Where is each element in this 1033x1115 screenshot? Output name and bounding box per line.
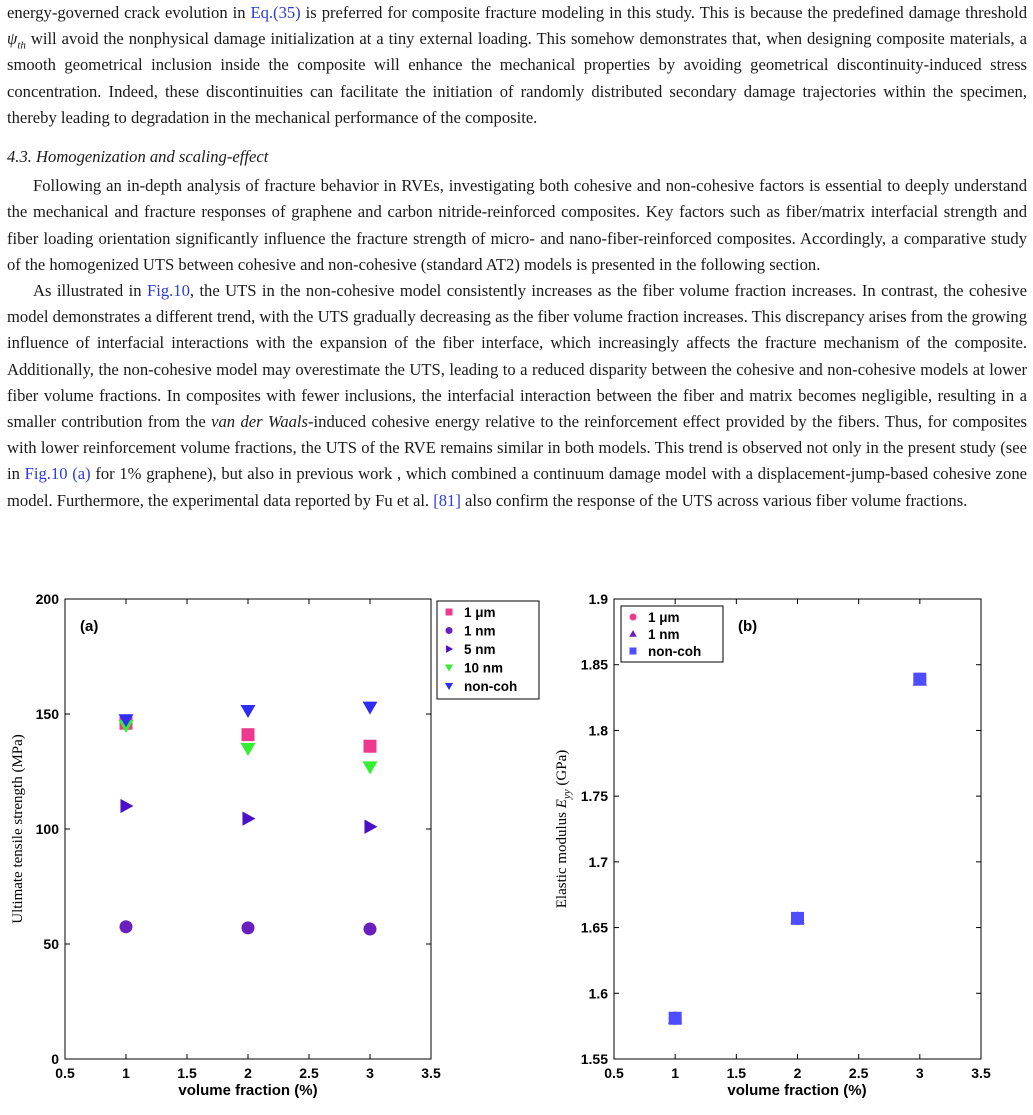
x-tick-label-a: 2.5 xyxy=(299,1065,319,1081)
paragraph-1-text-3: will avoid the nonphysical damage initialization at a tiny external loading. This somehow demonstrates that, when designing composite materials, a smooth geometrical inclusion inside the composite will enhance the mechanical properties by avoiding geometrical discontinuity-induced stress concentration. Indeed, these discontinuities can facilitate the initiation of randomly distributed secondary damage trajectories within the specimen, thereby leading to degradation in the mechanical performance of the composite. xyxy=(7,29,1027,127)
x-tick-label-a: 1.5 xyxy=(177,1065,197,1081)
legend-b xyxy=(621,606,723,662)
x-tick-label-a: 3 xyxy=(366,1065,374,1081)
x-tick-label-a: 3.5 xyxy=(421,1065,441,1081)
x-tick-label-a: 1 xyxy=(122,1065,130,1081)
y-tick-label-b: 1.55 xyxy=(580,1051,608,1067)
y-axis-label-b-suffix: (GPa) xyxy=(554,749,570,790)
y-tick-label-a: 200 xyxy=(35,591,59,607)
plot-frame-b xyxy=(614,599,981,1059)
damage-threshold-symbol: ψ xyxy=(7,29,18,49)
y-tick-label-a: 150 xyxy=(35,706,59,722)
y-tick-label-b: 1.6 xyxy=(588,985,608,1002)
legend-a xyxy=(437,601,539,699)
plot-frame-a xyxy=(65,599,431,1059)
paragraph-3-text-4: for 1% graphene), but also in previous work , which combined a continuum damage model with a displacement-jump-based cohesive zone model. Furthermore, the experimental data reported by Fu et al. xyxy=(7,464,1028,510)
legend-marker-b xyxy=(630,614,637,621)
y-tick-label-b: 1.9 xyxy=(588,591,608,607)
y-axis-label-b-symbol: E xyxy=(554,799,570,809)
figure-link-10[interactable]: Fig.10 xyxy=(146,281,190,301)
paragraph-1-text-2: is preferred for composite fracture modeling in this study. This is because the predefined damage threshold xyxy=(300,3,1028,22)
figure-10-svg xyxy=(0,585,1033,1110)
data-point-a xyxy=(242,728,255,741)
paragraph-3 xyxy=(7,278,1027,514)
x-tick-label-b: 1.5 xyxy=(726,1065,747,1081)
data-point-a xyxy=(120,920,133,933)
panel-label-b: (b) xyxy=(738,618,758,635)
equation-link-35[interactable]: Eq.(35) xyxy=(250,3,301,22)
paragraph-1-text-1: energy-governed crack evolution in xyxy=(7,3,251,22)
legend-label-b: 1 μm xyxy=(648,610,680,625)
x-tick-label-b: 3 xyxy=(915,1065,924,1081)
x-tick-label-a: 0.5 xyxy=(55,1065,75,1081)
x-axis-label-b: volume fraction (%) xyxy=(727,1082,867,1099)
legend-label-a: 1 nm xyxy=(464,623,496,639)
legend-label-b: 1 nm xyxy=(648,627,680,642)
legend-marker-b xyxy=(630,648,637,655)
panel-label-a: (a) xyxy=(80,618,99,635)
x-axis-label-a: volume fraction (%) xyxy=(178,1082,318,1099)
data-point-b xyxy=(913,673,926,686)
figure-link-10a[interactable]: Fig.10 (a) xyxy=(24,464,91,484)
legend-label-a: 5 nm xyxy=(464,642,496,657)
section-heading: 4.3. Homogenization and scaling-effect xyxy=(7,147,269,167)
y-tick-label-a: 100 xyxy=(35,821,59,837)
legend-label-a: 1 μm xyxy=(464,605,496,620)
data-point-a xyxy=(242,921,255,934)
legend-marker-a xyxy=(446,627,453,634)
data-point-a xyxy=(364,923,377,936)
x-tick-label-b: 3.5 xyxy=(971,1065,991,1081)
figure-10 xyxy=(0,585,1033,1110)
chart-panel-a xyxy=(10,591,539,1099)
y-tick-label-b: 1.8 xyxy=(588,722,608,739)
y-axis-label-b xyxy=(554,750,573,909)
x-tick-label-b: 2 xyxy=(793,1065,802,1081)
y-tick-label-b: 1.7 xyxy=(588,853,608,870)
damage-threshold-subscript: th xyxy=(17,39,26,52)
x-tick-label-b: 1 xyxy=(671,1065,680,1081)
legend-label-a: non-coh xyxy=(464,679,518,694)
van-der-waals-term: van der Waals xyxy=(211,412,309,432)
paragraph-3-text-2: , the UTS in the non-cohesive model consistently increases as the fiber volume fraction increases. In contrast, the cohesive model demonstrates a different trend, with the UTS gradually decreasing as the fiber volume fraction increases. This discrepancy arises from the growing influence of interfacial interactions with the expansion of the fiber interface, which increasingly affects the fracture mechanism of the composite. Additionally, the non-cohesive model may overestimate the UTS, leading to a reduced disparity between the cohesive and non-cohesive models at lower fiber volume fractions. In composites with fewer inclusions, the interfacial interaction between the fiber and matrix becomes negligible, resulting in a smaller contribution from the xyxy=(7,281,1027,432)
legend-marker-a xyxy=(446,609,453,616)
y-tick-label-a: 50 xyxy=(43,936,59,952)
paragraph-3-text-5: also confirm the response of the UTS across various fiber volume fractions. xyxy=(460,490,968,510)
citation-link-81[interactable]: [81] xyxy=(433,490,461,510)
y-tick-label-b: 1.65 xyxy=(580,919,608,936)
paragraph-3-text-3: -induced cohesive energy relative to the reinforcement effect provided by the fibers. Thus, for composites with lower reinforcement volume fractions, the UTS of the RVE remains similar in both models. This trend is observed not only in the present study (see in xyxy=(7,412,1028,484)
x-tick-label-b: 2.5 xyxy=(848,1065,869,1081)
y-tick-label-b: 1.85 xyxy=(580,656,608,673)
y-axis-label-b-prefix: Elastic modulus xyxy=(554,808,570,909)
data-point-b xyxy=(669,1012,682,1025)
y-axis-label-b-subscript: yy xyxy=(561,789,573,800)
paragraph-1 xyxy=(7,0,1027,131)
data-point-b xyxy=(791,912,804,925)
x-tick-label-b: 0.5 xyxy=(604,1065,624,1081)
paper-body xyxy=(7,0,1027,514)
paragraph-2: Following an in-depth analysis of fracture behavior in RVEs, investigating both cohesive and non-cohesive factors is essential to deeply understand the mechanical and fracture responses of graphene and carbon nitride-reinforced composites. Key factors such as fiber/matrix interfacial strength and fiber loading orientation significantly influence the fracture strength of micro- and nano-fiber-reinforced composites. Accordingly, a comparative study of the homogenized UTS between cohesive and non-cohesive (standard AT2) models is presented in the following section. xyxy=(7,176,1027,274)
legend-label-a: 10 nm xyxy=(464,660,504,676)
y-axis-label-a: Ultimate tensile strength (MPa) xyxy=(10,734,26,924)
chart-panel-b xyxy=(554,591,991,1099)
y-tick-label-b: 1.75 xyxy=(580,788,608,805)
x-tick-label-a: 2 xyxy=(244,1065,252,1081)
y-tick-label-a: 0 xyxy=(51,1051,59,1067)
legend-label-b: non-coh xyxy=(648,644,702,659)
data-point-a xyxy=(364,740,377,753)
paragraph-3-text-1: As illustrated in xyxy=(33,281,147,301)
